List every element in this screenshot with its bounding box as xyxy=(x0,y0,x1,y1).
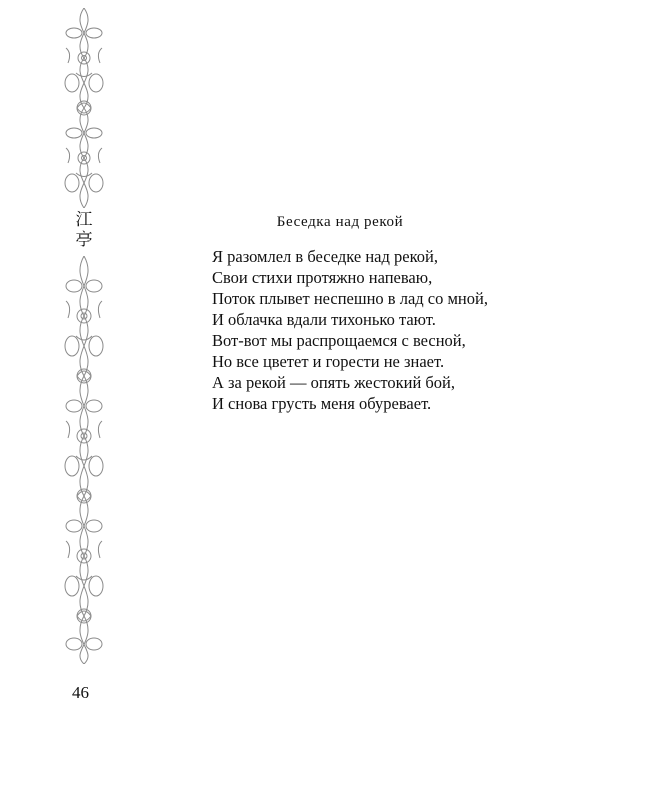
chinese-char-1: 江 xyxy=(75,210,93,230)
floral-vine-icon xyxy=(62,8,106,208)
poem-line: И облачка вдали тихонько тают. xyxy=(212,310,436,329)
poem-line: Я разомлел в беседке над рекой, xyxy=(212,247,438,266)
floral-vine-icon xyxy=(62,256,106,664)
poem-line: Поток плывет неспешно в лад со мной, xyxy=(212,289,488,308)
page-number: 46 xyxy=(72,683,89,702)
chinese-char-2: 亭 xyxy=(75,230,93,250)
floral-border-bottom xyxy=(62,256,106,664)
chinese-title xyxy=(72,210,96,250)
poem-line: Свои стихи протяжно напеваю, xyxy=(212,268,433,287)
poem-body xyxy=(212,246,488,414)
poem-title: Беседка над рекой xyxy=(276,214,404,230)
poem-line: Но все цветет и горести не знает. xyxy=(212,352,445,371)
poem-line: Вот-вот мы распрощаемся с весной, xyxy=(212,331,466,350)
poem-line: И снова грусть меня обуревает. xyxy=(212,394,432,413)
poem-line: А за рекой — опять жестокий бой, xyxy=(212,373,456,392)
floral-border-top xyxy=(62,8,106,208)
